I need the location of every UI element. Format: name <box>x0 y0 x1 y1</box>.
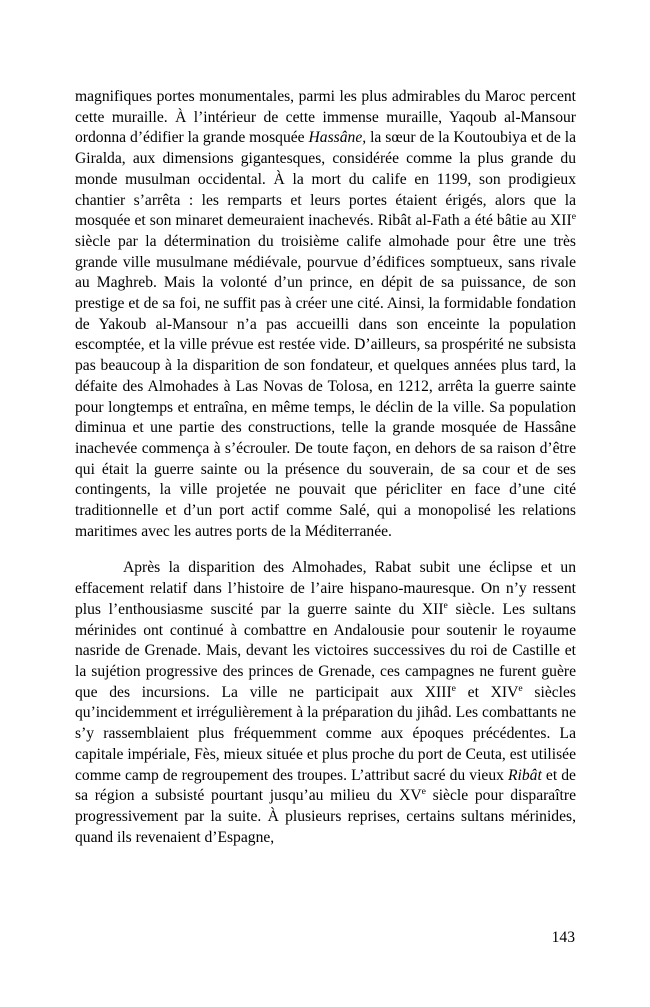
body-text: magnifiques portes monumentales, parmi les plus admirables du Maroc percent cette muraille. À l’intérieur de cette immense muraille, Yaqoub al-Mansour ordonna d’édifier la grande mosquée <box>75 88 576 147</box>
paragraph <box>75 558 576 848</box>
superscript-ordinal: e <box>421 786 426 798</box>
superscript-ordinal: e <box>451 682 456 694</box>
page-number: 143 <box>551 929 575 946</box>
body-text: et XIV <box>455 683 519 701</box>
body-text: siècles qu’incidemment et irrégulièrement à la préparation du jihâd. Les combattants ne s’y rassemblaient plus fréquemment comme aux époques précédentes. La capitale impériale, Fès, mieux située et plus proche du port de Ceuta, est utilisée comme camp de regroupement des troupes. L’attribut sacré du vieux <box>75 683 576 784</box>
body-text: siècle. Les sultans mérinides ont continué à combattre en Andalousie pour soutenir le royaume nasride de Grenade. Mais, devant les victoires successives du roi de Castille et la sujétion progressive des princes de Grenade, ces campagnes ne furent guère que des incursions. La ville ne participait aux XIII <box>75 600 576 701</box>
italic-text: Ribât <box>508 766 542 784</box>
superscript-ordinal: e <box>518 682 523 694</box>
paragraph <box>75 87 576 542</box>
body-text: siècle pour disparaître progressivement par la suite. À plusieurs reprises, certains sultans mérinides, quand ils revenaient d’Espagne, <box>75 787 577 846</box>
body-text: Après la disparition des Almohades, Rabat subit une éclipse et un effacement relatif dans l’histoire de l’aire hispano-mauresque. On n’y ressent plus l’enthousiasme suscité par la guerre sainte du XII <box>75 559 576 618</box>
body-text: siècle par la détermination du troisième calife almohade pour être une très grande ville musulmane médiévale, pourvue d’édifices somptueux, sans rivale au Maghreb. Mais la volonté d’un prince, en dépit de sa puissance, de son prestige et de sa foi, ne suffit pas à créer une cité. Ainsi, la formidable fondation de Yakoub al-Mansour n’a pas accueilli dans son enceinte la population escomptée, et la ville prévue est restée vide. D’ailleurs, sa prospérité ne subsista pas beaucoup à la disparition de son fondateur, et quelques années plus tard, la défaite des Almohades à Las Novas de Tolosa, en 1212, arrêta la guerre sainte pour longtemps et entraîna, en même temps, le déclin de la ville. Sa population diminua et une partie des constructions, telle la grande mosquée de Hassâne inachevée commença à s’écrouler. De toute façon, en dehors de sa raison d’être qui était la guerre sainte ou la présence du souverain, de sa cour et de ses contingents, la ville projetée ne pouvait que péricliter en face d’une cité traditionnelle et d’un port actif comme Salé, qui a monopolisé les relations maritimes avec les autres ports de la Méditerranée. <box>75 232 576 540</box>
superscript-ordinal: e <box>443 599 448 611</box>
text-block <box>75 87 576 848</box>
superscript-ordinal: e <box>571 211 576 223</box>
italic-text: Hassâne, <box>308 129 367 147</box>
body-text: la sœur de la Koutoubiya et de la Giralda, aux dimensions gigantesques, considérée comme la plus grande du monde musulman occidental. À la mort du calife en 1199, son prodigieux chantier s’arrêta : les remparts et leurs portes étaient érigés, alors que la mosquée et son minaret demeuraient inachevés. Ribât al-Fath a été bâtie au XII <box>75 129 576 230</box>
body-text: et de sa région a subsisté pourtant jusqu’au milieu du XV <box>75 766 576 805</box>
